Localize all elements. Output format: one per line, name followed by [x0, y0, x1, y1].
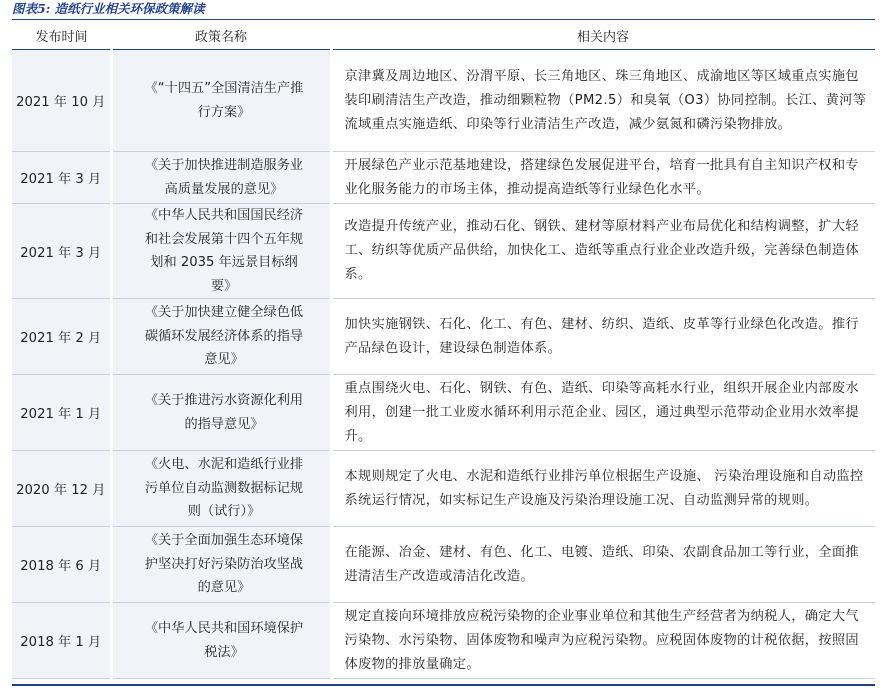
row-content: 规定直接向环境排放应税污染物的企业事业单位和其他生产经营者为纳税人，确定大气污染物、水污染物、固体废物和噪声为应税污染物。应税固体废物的计税依据，按照固体废物的排放量确定。	[331, 603, 875, 679]
table-row	[12, 50, 875, 152]
row-policy: 《中华人民共和国国民经济和社会发展第十四个五年规划和 2035 年远景目标纲要》	[111, 204, 331, 299]
row-date: 2021 年 3 月	[12, 204, 111, 299]
header-policy: 政策名称	[111, 21, 331, 50]
row-policy: 《关于全面加强生态环境保护坚决打好污染防治攻坚战的意见》	[111, 527, 331, 603]
header-content: 相关内容	[331, 21, 875, 50]
header-date: 发布时间	[12, 21, 111, 50]
row-date: 2018 年 6 月	[12, 527, 111, 603]
table-row	[12, 375, 875, 451]
row-date: 2021 年 1 月	[12, 375, 111, 451]
row-date: 2021 年 2 月	[12, 299, 111, 375]
row-content: 开展绿色产业示范基地建设，搭建绿色发展促进平台，培育一批具有自主知识产权和专业化服务能力的市场主体，推动提高造纸等行业绿色化水平。	[331, 152, 875, 204]
table-row	[12, 152, 875, 204]
row-date: 2021 年 10 月	[12, 50, 111, 152]
row-policy: 《关于加快推进制造服务业高质量发展的意见》	[111, 152, 331, 204]
policy-table	[12, 21, 875, 679]
row-content: 加快实施钢铁、石化、化工、有色、建材、纺织、造纸、皮革等行业绿色化改造。推行产品绿色设计，建设绿色制造体系。	[331, 299, 875, 375]
row-policy: 《火电、水泥和造纸行业排污单位自动监测数据标记规则（试行）》	[111, 451, 331, 527]
row-content: 在能源、冶金、建材、有色、化工、电镀、造纸、印染、农副食品加工等行业，全面推进清洁生产改造或清洁化改造。	[331, 527, 875, 603]
row-policy: 《关于加快建立健全绿色低碳循环发展经济体系的指导意见》	[111, 299, 331, 375]
row-content: 改造提升传统产业，推动石化、钢铁、建材等原材料产业布局优化和结构调整，扩大轻工、纺织等优质产品供给，加快化工、造纸等重点行业企业改造升级，完善绿色制造体系。	[331, 204, 875, 299]
table-row	[12, 299, 875, 375]
row-content: 重点围绕火电、石化、钢铁、有色、造纸、印染等高耗水行业，组织开展企业内部废水利用，创建一批工业废水循环利用示范企业、园区，通过典型示范带动企业用水效率提升。	[331, 375, 875, 451]
row-content: 本规则规定了火电、水泥和造纸行业排污单位根据生产设施、 污染治理设施和自动监控系统运行情况，如实标记生产设施及污染治理设施工况、自动监测异常的规则。	[331, 451, 875, 527]
row-policy: 《关于推进污水资源化利用的指导意见》	[111, 375, 331, 451]
row-policy: 《中华人民共和国环境保护税法》	[111, 603, 331, 679]
table-row	[12, 204, 875, 299]
bottom-rule	[12, 684, 875, 686]
title-rule	[12, 19, 875, 20]
row-date: 2018 年 1 月	[12, 603, 111, 679]
row-date: 2021 年 3 月	[12, 152, 111, 204]
row-policy: 《“十四五”全国清洁生产推行方案》	[111, 50, 331, 152]
row-date: 2020 年 12 月	[12, 451, 111, 527]
figure-title: 图表5: 造纸行业相关环保政策解读	[12, 1, 205, 16]
header-row	[12, 21, 875, 50]
table-row	[12, 527, 875, 603]
table-row	[12, 603, 875, 679]
row-content: 京津冀及周边地区、汾渭平原、长三角地区、珠三角地区、成渝地区等区域重点实施包装印刷清洁生产改造，推动细颗粒物（PM2.5）和臭氧（O3）协同控制。长江、黄河等流域重点实施造纸、印染等行业清洁生产改造，减少氨氮和磷污染物排放。	[331, 50, 875, 152]
table-row	[12, 451, 875, 527]
